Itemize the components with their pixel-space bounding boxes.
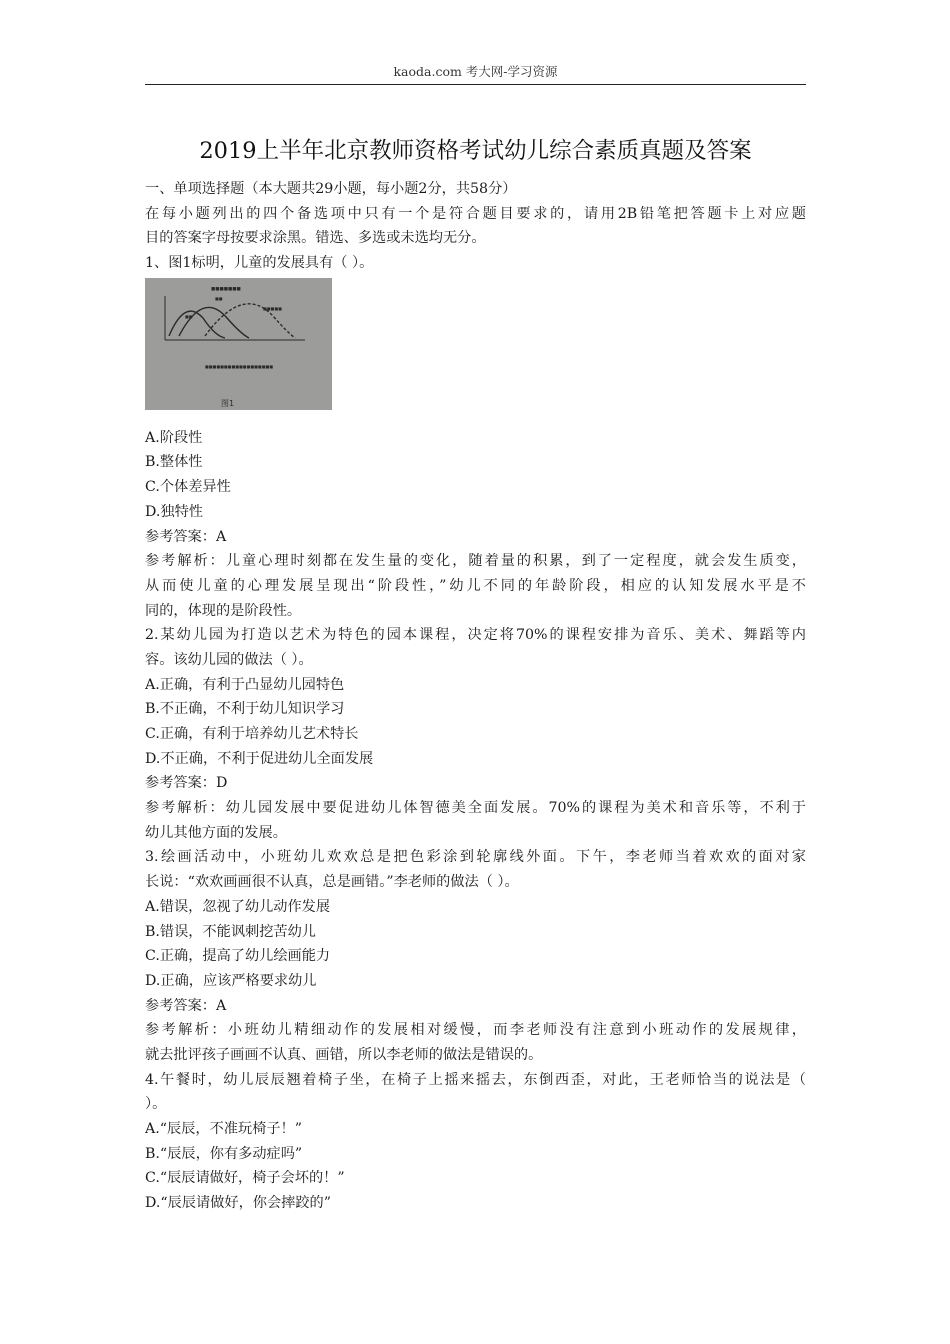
- option: C.个体差异性: [145, 479, 231, 496]
- instructions-line: 目的答案字母按要求涂黑。错选、多选或未选均无分。: [145, 230, 486, 247]
- question-2-stem: 2.某幼儿园为打造以艺术为特色的园本课程，决定将70%的课程安排为音乐、美术、舞蹈等内: [145, 627, 806, 644]
- figure-1-development-chart: [145, 278, 332, 410]
- section-heading: 一、单项选择题（本大题共29小题，每小题2分，共58分）: [145, 181, 517, 197]
- option: D.正确，应该严格要求幼儿: [145, 972, 317, 989]
- option: D.“辰辰请做好，你会摔跤的”: [145, 1195, 331, 1212]
- analysis-line: 参考解析：幼儿园发展中要促进幼儿体智德美全面发展。70%的课程为美术和音乐等，不利于: [145, 800, 806, 817]
- instructions-line: 在每小题列出的四个备选项中只有一个是符合题目要求的，请用2B铅笔把答题卡上对应题: [145, 205, 806, 222]
- question-4-stem: 4.午餐时，幼儿辰辰翘着椅子坐，在椅子上摇来摇去，东倒西歪，对此，王老师恰当的说法是（: [145, 1071, 806, 1088]
- answer: 参考答案：A: [145, 528, 227, 545]
- document-body: [145, 177, 806, 1216]
- chart-label: ■■■■■■■: [211, 286, 241, 292]
- answer: 参考答案：A: [145, 997, 227, 1014]
- analysis-line: 参考解析：小班幼儿精细动作的发展相对缓慢，而李老师没有注意到小班动作的发展规律，: [145, 1022, 806, 1039]
- option: B.错误，不能讽刺挖苦幼儿: [145, 923, 316, 940]
- analysis-line: 就去批评孩子画画不认真、画错，所以李老师的做法是错误的。: [145, 1046, 543, 1063]
- analysis-line: 幼儿其他方面的发展。: [145, 824, 287, 841]
- chart-label: ■■■■■: [263, 305, 282, 311]
- option: A.正确，有利于凸显幼儿园特色: [145, 676, 345, 693]
- option: D.不正确，不利于促进幼儿全面发展: [145, 750, 374, 767]
- option: C.“辰辰请做好，椅子会坏的！”: [145, 1170, 345, 1187]
- header-divider: [145, 84, 806, 85]
- option: A.“辰辰，不准玩椅子！”: [145, 1121, 302, 1137]
- document-title: 2019上半年北京教师资格考试幼儿综合素质真题及答案: [199, 138, 752, 164]
- option: B.“辰辰，你有多动症吗”: [145, 1145, 303, 1162]
- question-3-stem: 3.绘画活动中，小班幼儿欢欢总是把色彩涂到轮廓线外面。下午，李老师当着欢欢的面对家: [145, 849, 806, 866]
- option: B.不正确，不利于幼儿知识学习: [145, 701, 345, 718]
- question-2-stem: 容。该幼儿园的做法（ ）。: [145, 651, 313, 668]
- option: C.正确，有利于培养幼儿艺术特长: [145, 726, 359, 742]
- option: B.整体性: [145, 454, 203, 471]
- option: A.阶段性: [145, 429, 203, 446]
- option: C.正确，提高了幼儿绘画能力: [145, 948, 331, 965]
- chart-note: ■■■■■■■■■■■■■■■■■■: [205, 363, 274, 369]
- question-4-stem: ）。: [145, 1096, 167, 1113]
- page-header: kaoda.com 考大网-学习资源: [393, 64, 558, 79]
- option: D.独特性: [145, 503, 203, 520]
- question-1-stem: 1、图1标明，儿童的发展具有（ ）。: [145, 255, 374, 272]
- question-3-stem: 长说：“欢欢画画很不认真，总是画错。”李老师的做法（ ）。: [145, 874, 519, 891]
- figure-caption: 图1: [221, 398, 235, 408]
- analysis-line: 从而使儿童的心理发展呈现出“阶段性，”幼儿不同的年龄阶段，相应的认知发展水平是不: [145, 577, 806, 594]
- chart-label: ■■: [215, 295, 223, 301]
- option: A.错误，忽视了幼儿动作发展: [145, 898, 331, 915]
- chart-label: ■■: [185, 313, 193, 319]
- analysis-line: 同的，体现的是阶段性。: [145, 602, 302, 619]
- chart-graphic: [145, 278, 332, 410]
- answer: 参考答案：D: [145, 775, 228, 792]
- analysis-line: 参考解析：儿童心理时刻都在发生量的变化，随着量的积累，到了一定程度，就会发生质变，: [145, 553, 806, 570]
- figure-background: [145, 278, 332, 410]
